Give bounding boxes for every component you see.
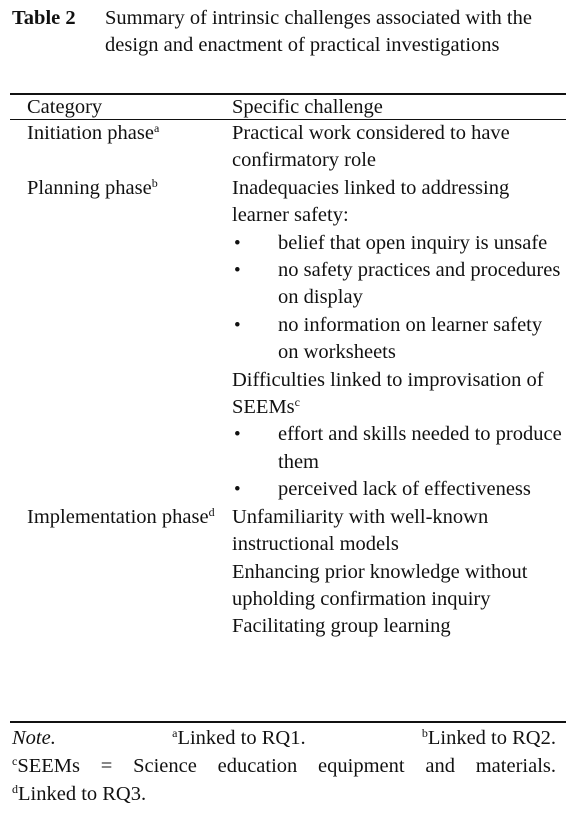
- note-footnote-a: [172, 724, 305, 752]
- footnote-marker: b: [421, 726, 428, 740]
- bullet-text: no information on learner safety on worksheets: [278, 313, 543, 364]
- bullet-list: [232, 421, 562, 503]
- bullet-icon: •: [234, 479, 241, 501]
- challenge-text: Practical work considered to have confirmatory role: [232, 122, 510, 172]
- list-item: [232, 257, 562, 312]
- challenge-cell: [232, 175, 562, 504]
- footnote-marker: a: [172, 726, 178, 740]
- footnote-marker: c: [12, 754, 18, 768]
- footnote-marker: a: [153, 121, 160, 135]
- footnote-marker: d: [12, 782, 18, 796]
- table-header: [0, 95, 580, 119]
- table-note: [12, 724, 556, 808]
- challenge-text: Unfamiliarity with well-known instructional models: [232, 505, 489, 556]
- list-item: [232, 312, 562, 367]
- bullet-text: effort and skills needed to produce them: [278, 423, 562, 473]
- category-text: Initiation phase: [27, 122, 154, 144]
- category-cell: [27, 120, 217, 147]
- bullet-text: perceived lack of effectiveness: [278, 478, 531, 501]
- footnote-text: Linked to RQ2.: [427, 727, 556, 749]
- note-footnote-c: [12, 752, 556, 780]
- bullet-icon: •: [234, 232, 241, 254]
- bullet-icon: •: [234, 260, 241, 282]
- table-row: [0, 120, 580, 175]
- table-label: Table 2: [12, 7, 76, 29]
- header-specific-challenge: Specific challenge: [232, 96, 383, 118]
- category-text: Planning phase: [27, 176, 152, 199]
- bullet-icon: •: [234, 314, 241, 336]
- table-row: [0, 175, 580, 504]
- challenge-text: Inadequacies linked to addressing learner safety:: [232, 176, 510, 227]
- table-title: Summary of intrinsic challenges associated with the design and enactment of practical investigations: [105, 7, 532, 57]
- table-row: [0, 504, 580, 641]
- footnote-text: Linked to RQ1.: [177, 727, 306, 749]
- challenge-text-body: Difficulties linked to improvisation of SEEMs: [232, 368, 544, 419]
- bottom-rule: [10, 721, 566, 723]
- table-body: [0, 120, 580, 641]
- challenge-text: [232, 367, 562, 422]
- category-cell: [27, 175, 217, 202]
- bullet-icon: •: [234, 424, 241, 446]
- note-footnote-d: [12, 780, 556, 808]
- bullet-text: no safety practices and procedures on display: [278, 259, 561, 309]
- challenge-text: Enhancing prior knowledge without upholding confirmation inquiry: [232, 560, 528, 610]
- note-label: Note.: [12, 727, 56, 749]
- challenge-cell: [232, 120, 562, 175]
- category-text: Implementation phase: [27, 505, 209, 528]
- challenge-cell: [232, 504, 562, 641]
- header-category: Category: [27, 96, 103, 118]
- list-item: [232, 421, 562, 476]
- bullet-list: [232, 230, 562, 367]
- footnote-marker: d: [208, 504, 215, 519]
- list-item: [232, 230, 562, 257]
- footnote-marker: b: [151, 175, 158, 190]
- challenge-text: Facilitating group learning: [232, 615, 451, 638]
- footnote-text: SEEMs = Science education equipment and materials.: [17, 755, 556, 777]
- list-item: [232, 476, 562, 503]
- bullet-text: belief that open inquiry is unsafe: [278, 231, 548, 254]
- footnote-text: Linked to RQ3.: [18, 783, 147, 805]
- note-footnote-b: [422, 724, 556, 752]
- note-line: [12, 724, 556, 752]
- footnote-marker: c: [294, 395, 300, 410]
- category-cell: [27, 504, 217, 531]
